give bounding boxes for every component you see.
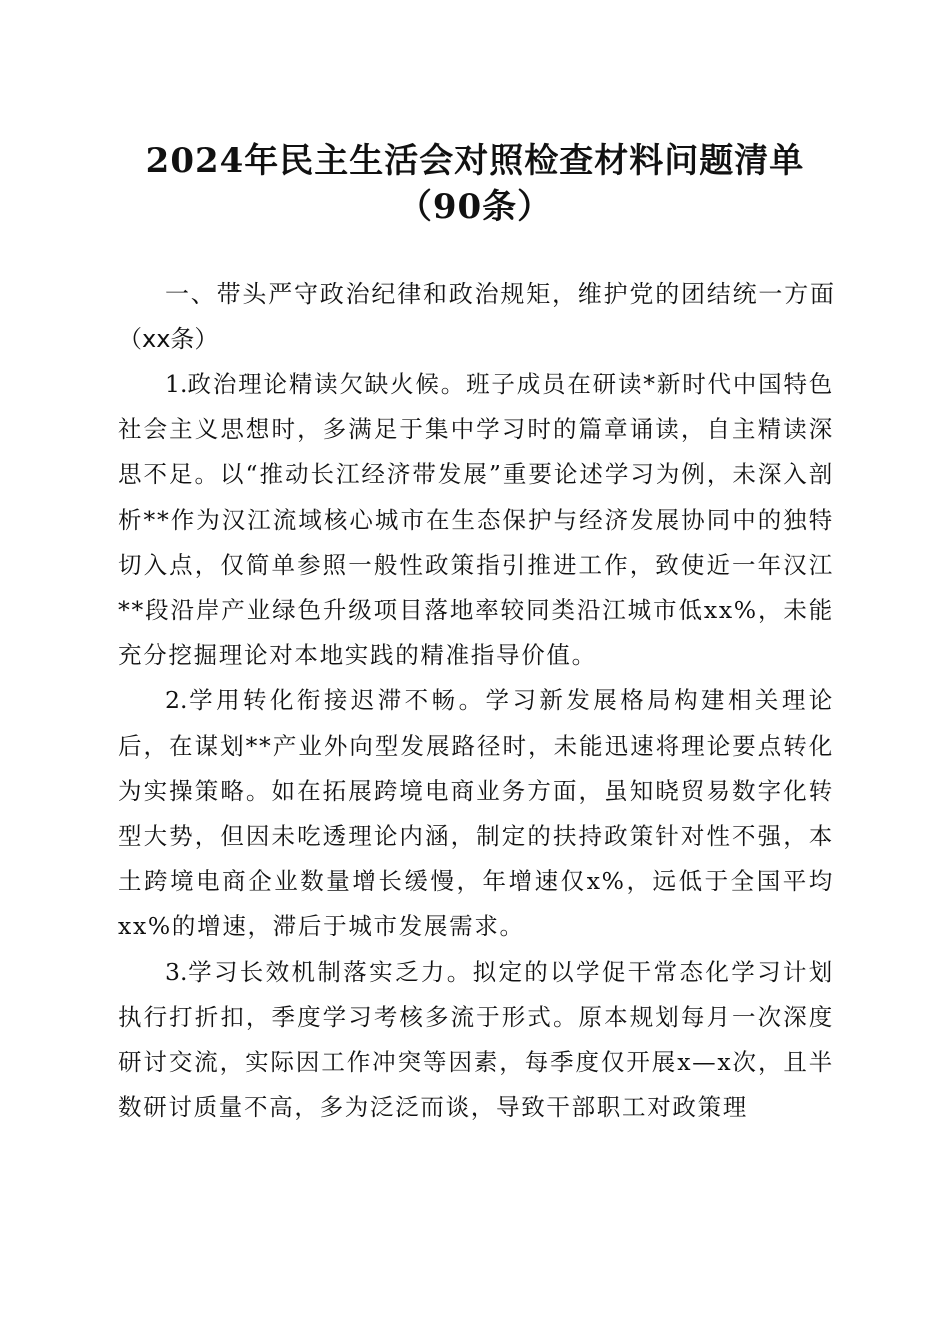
- section-heading: 一、带头严守政治纪律和政治规矩，维护党的团结统一方面（xx条）: [118, 280, 834, 353]
- item-number: 3.: [165, 957, 188, 986]
- item-text: 政治理论精读欠缺火候。班子成员在研读*新时代中国特色社会主义思想时，多满足于集中学习时的篇章诵读，自主精读深思不足。以“推动长江经济带发展”重要论述学习为例，未深入剖析**作为汉江流域核心城市在生态保护与经济发展协同中的独特切入点，仅简单参照一般性政策指引推进工作，致使近一年汉江**段沿岸产业绿色升级项目落地率较同类沿江城市低xx%，未能充分挖掘理论对本地实践的精准指导价值。: [118, 370, 834, 670]
- item-text: 学习长效机制落实乏力。拟定的以学促干常态化学习计划执行打折扣，季度学习考核多流于形式。原本规划每月一次深度研讨交流，实际因工作冲突等因素，每季度仅开展x—x次，且半数研讨质量不高，多为泛泛而谈，导致干部职工对政策理: [118, 957, 834, 1122]
- title-line-1: 2024年民主生活会对照检查材料问题清单: [145, 141, 805, 181]
- document-title: [60, 138, 890, 230]
- item-text: 学用转化衔接迟滞不畅。学习新发展格局构建相关理论后，在谋划**产业外向型发展路径时，未能迅速将理论要点转化为实操策略。如在拓展跨境电商业务方面，虽知晓贸易数字化转型大势，但因未吃透理论内涵，制定的扶持政策针对性不强，本土跨境电商企业数量增长缓慢，年增速仅x%，远低于全国平均xx%的增速，滞后于城市发展需求。: [118, 686, 834, 941]
- title-line-2: （90条）: [397, 187, 553, 227]
- list-item: [118, 678, 834, 949]
- document-body: [118, 272, 834, 1130]
- item-number: 1.: [165, 370, 188, 398]
- list-item: [118, 950, 834, 1131]
- item-number: 2.: [165, 686, 188, 715]
- list-item: [118, 362, 834, 678]
